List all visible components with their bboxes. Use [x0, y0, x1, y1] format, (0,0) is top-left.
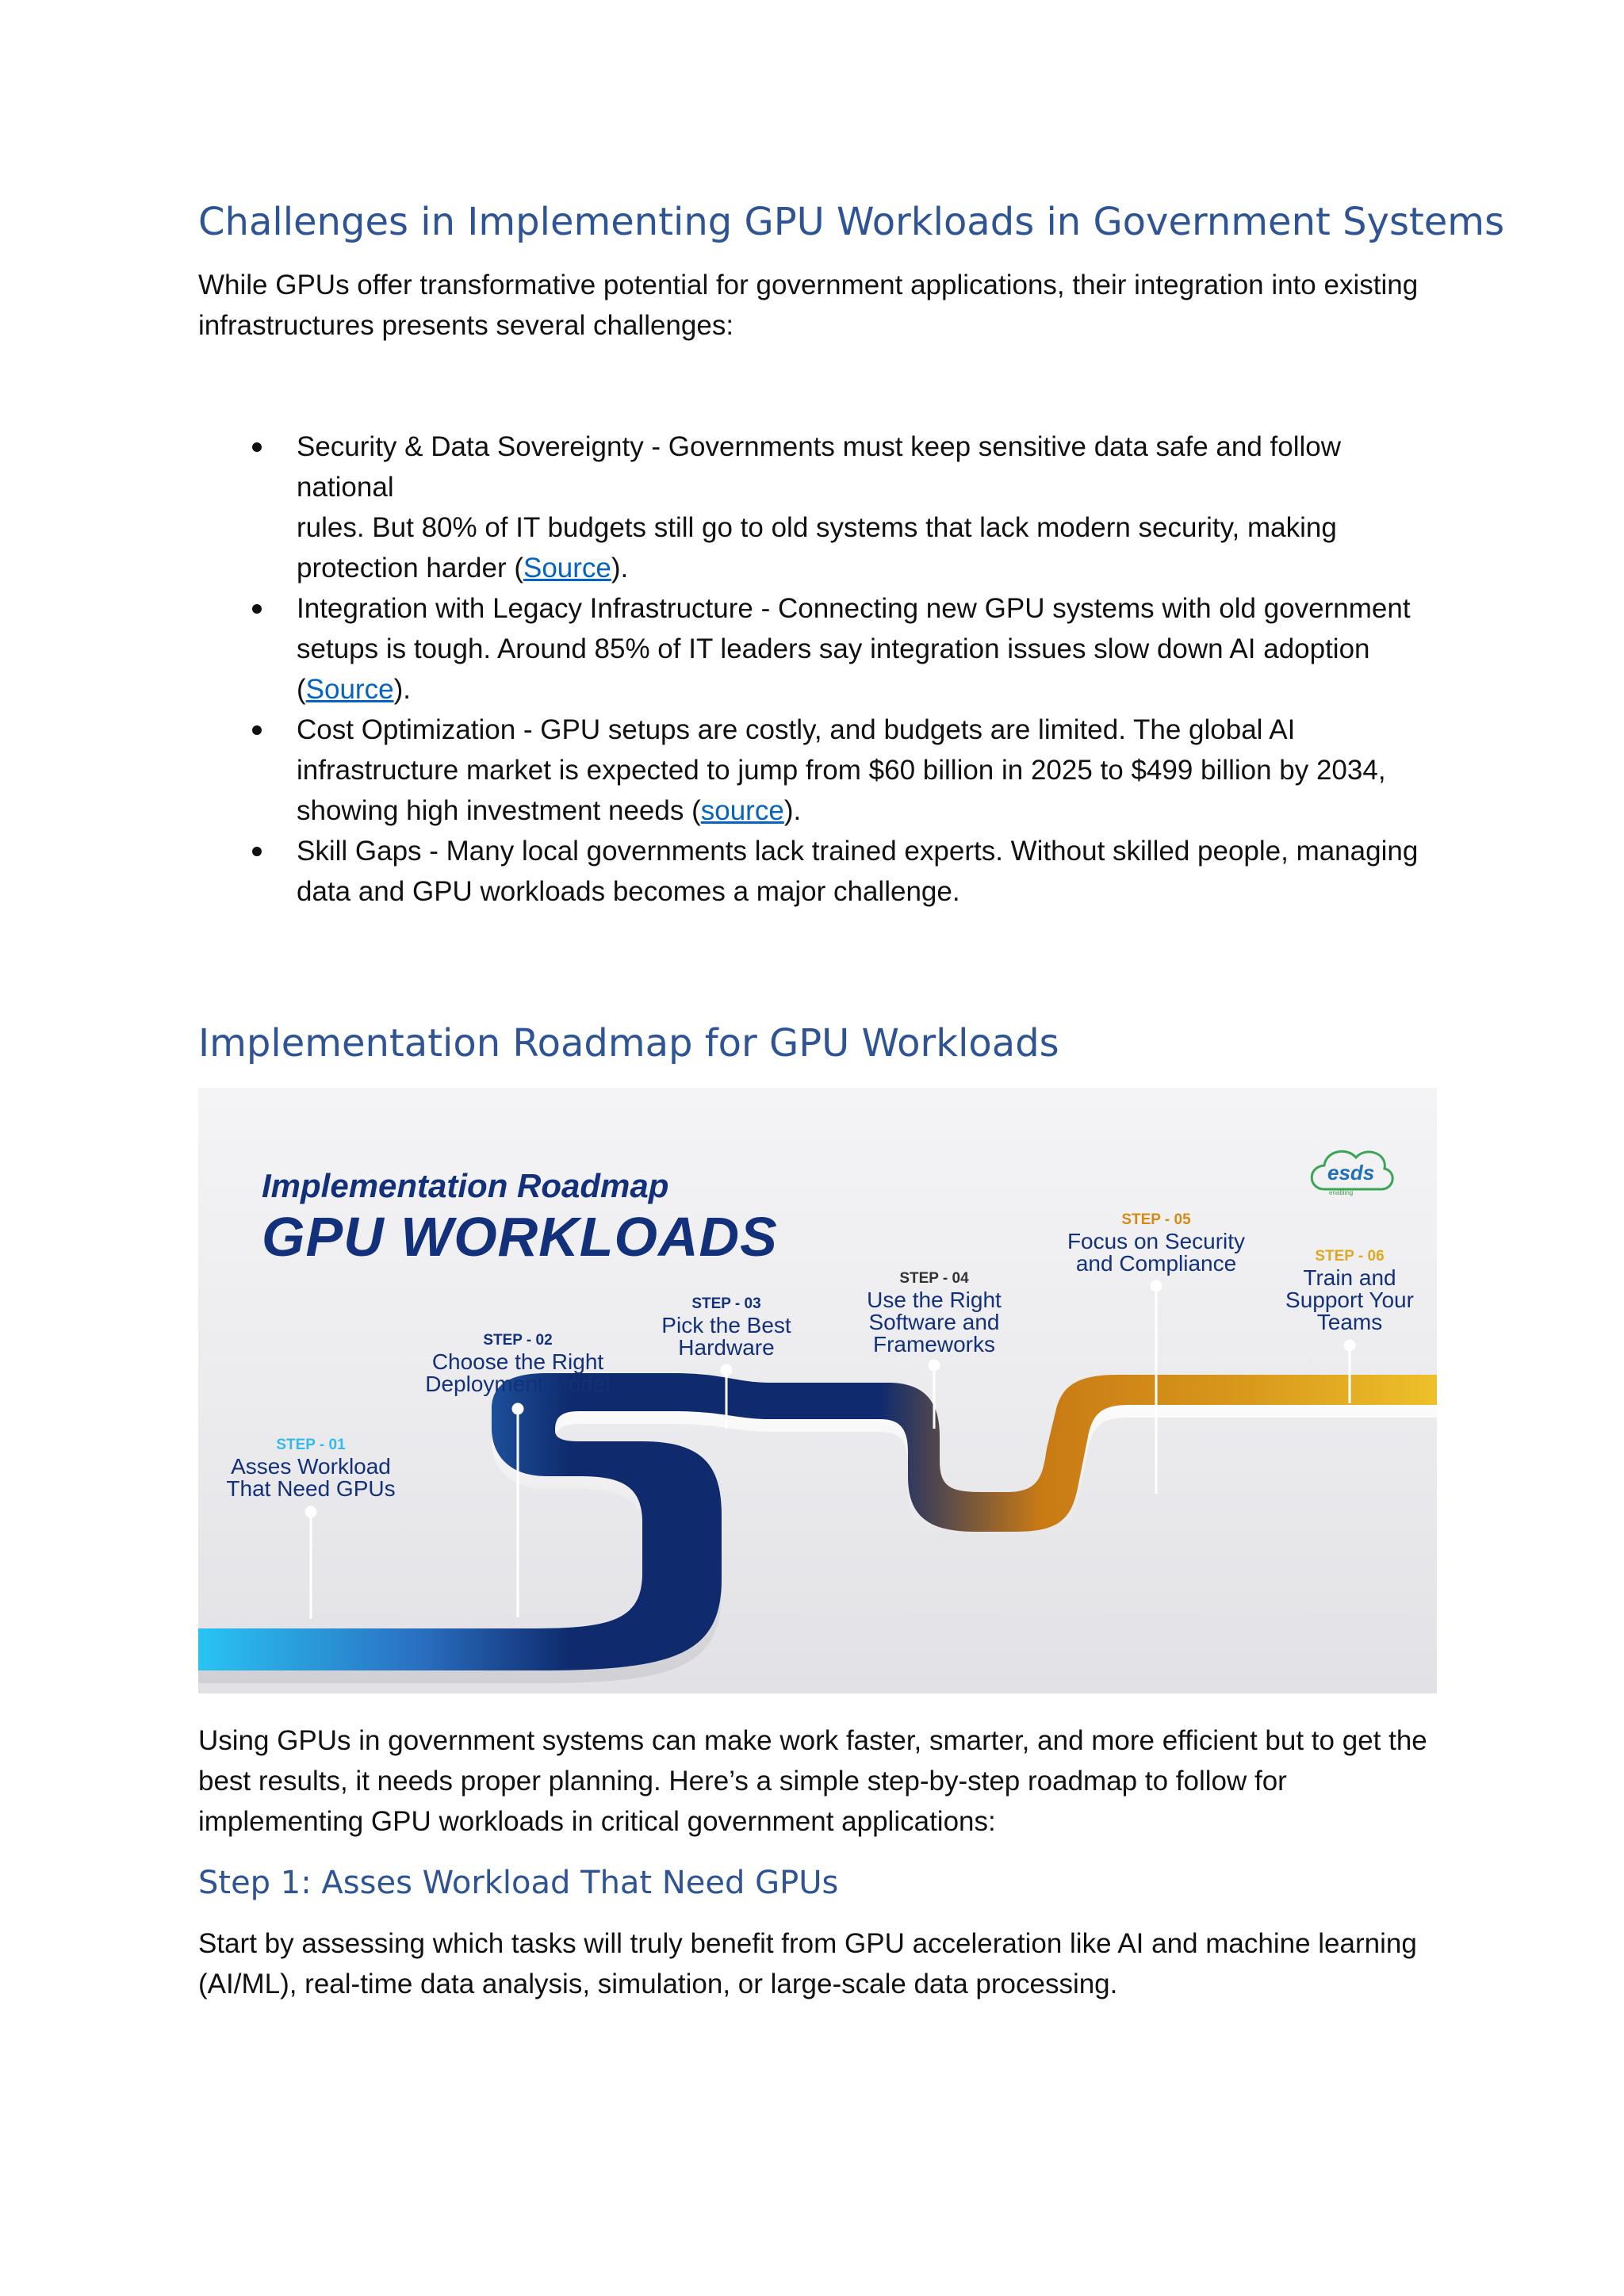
bullet-text: Cost Optimization - GPU setups are costly, and budgets are limited. The global AI	[297, 714, 1296, 745]
step-05-pin-dot	[1151, 1281, 1161, 1291]
challenges-list	[198, 427, 1435, 912]
step-02-pin-dot	[513, 1404, 523, 1414]
step-03-pin-dot	[722, 1365, 731, 1375]
roadmap-step-01	[222, 1435, 400, 1500]
roadmap-step-03	[639, 1294, 814, 1359]
paragraph-line: (AI/ML), real-time data analysis, simulation, or large-scale data processing.	[198, 1969, 1118, 1999]
road-surface	[198, 1373, 1437, 1670]
paragraph-line: Start by assessing which tasks will truly benefit from GPU acceleration like AI and machine learning	[198, 1928, 1417, 1959]
paragraph-line: Using GPUs in government systems can make work faster, smarter, and more efficient but to get the	[198, 1725, 1427, 1756]
step-04-pin-dot	[929, 1360, 939, 1370]
step-label: Deployment Model	[425, 1372, 611, 1396]
bullet-text: protection harder (	[297, 553, 523, 584]
bullet-icon	[252, 847, 262, 856]
source-link[interactable]: Source	[305, 674, 394, 705]
step-label: Focus on Security	[1067, 1229, 1246, 1253]
figure-title-line2: GPU WORKLOADS	[262, 1206, 778, 1268]
step-01-pin-dot	[306, 1507, 316, 1517]
list-item	[198, 710, 1435, 831]
roadmap-step-05	[1053, 1210, 1259, 1275]
list-item	[198, 831, 1435, 912]
paragraph-line: best results, it needs proper planning. Here’s a simple step-by-step roadmap to follow for	[198, 1766, 1287, 1797]
paragraph-line: implementing GPU workloads in critical government applications:	[198, 1806, 996, 1837]
roadmap-infographic	[198, 1088, 1437, 1693]
esds-logo-text: esds	[1327, 1161, 1375, 1184]
step-number: STEP - 02	[483, 1332, 553, 1349]
bullet-icon	[252, 604, 262, 614]
roadmap-step-02	[412, 1330, 623, 1395]
step-label: Choose the Right	[431, 1349, 604, 1374]
bullet-icon	[252, 725, 262, 735]
bullet-text: ).	[783, 795, 802, 826]
step-06-pin-dot	[1345, 1341, 1354, 1350]
list-item	[198, 588, 1435, 710]
step1-heading: Step 1: Asses Workload That Need GPUs	[198, 1865, 839, 1901]
intro-line: infrastructures presents several challenges:	[198, 310, 734, 341]
bullet-text: showing high investment needs (	[297, 795, 701, 826]
bullet-text: infrastructure market is expected to jump from $60 billion in 2025 to $499 billion by 2034,	[297, 755, 1386, 786]
step-label: Support Your	[1285, 1288, 1414, 1312]
source-link[interactable]: source	[700, 795, 784, 826]
bullet-icon	[252, 442, 262, 452]
step-label: Hardware	[678, 1335, 775, 1360]
step-number: STEP - 06	[1315, 1248, 1385, 1265]
step1-paragraph	[198, 1923, 1435, 2004]
bullet-text: Integration with Legacy Infrastructure - Connecting new GPU systems with old government	[297, 593, 1411, 624]
bullet-text: (	[297, 674, 306, 705]
intro-paragraph	[198, 265, 1435, 346]
step-label: Teams	[1316, 1310, 1383, 1334]
bullet-text: Security & Data Sovereignty - Governments must keep sensitive data safe and follow national	[297, 431, 1342, 503]
step-label: and Compliance	[1075, 1251, 1237, 1276]
source-link[interactable]: Source	[523, 553, 611, 584]
bullet-text: ).	[611, 553, 629, 584]
step-label: Use the Right	[867, 1288, 1002, 1312]
bullet-text: data and GPU workloads becomes a major challenge.	[297, 876, 960, 907]
bullet-text: rules. But 80% of IT budgets still go to old systems that lack modern security, making	[297, 512, 1337, 543]
roadmap-step-06	[1270, 1246, 1429, 1334]
roadmap-intro-paragraph	[198, 1720, 1435, 1842]
figure-title-line1: Implementation Roadmap	[262, 1167, 669, 1204]
step-number: STEP - 03	[691, 1295, 761, 1312]
esds-logo-tagline: enabling	[1329, 1189, 1354, 1196]
step-number: STEP - 01	[276, 1437, 346, 1453]
step-label: Frameworks	[872, 1332, 995, 1357]
step-label: Train and	[1303, 1265, 1396, 1290]
list-item	[198, 427, 1435, 588]
bullet-text: Skill Gaps - Many local governments lack trained experts. Without skilled people, managing	[297, 836, 1419, 867]
step-label: Pick the Best	[661, 1313, 791, 1337]
step-label: Asses Workload	[231, 1454, 391, 1479]
step-number: STEP - 05	[1121, 1211, 1191, 1228]
section-heading-challenges: Challenges in Implementing GPU Workloads in Government Systems	[198, 200, 1505, 244]
bullet-text: setups is tough. Around 85% of IT leaders say integration issues slow down AI adoption	[297, 633, 1370, 664]
step-label: Software and	[868, 1310, 1000, 1334]
intro-line: While GPUs offer transformative potential for government applications, their integration into existing	[198, 270, 1419, 300]
step-number: STEP - 04	[899, 1270, 969, 1287]
roadmap-step-04	[847, 1269, 1021, 1356]
section-heading-roadmap: Implementation Roadmap for GPU Workloads	[198, 1021, 1059, 1066]
bullet-text: ).	[393, 674, 411, 705]
step-label: That Need GPUs	[226, 1476, 396, 1501]
